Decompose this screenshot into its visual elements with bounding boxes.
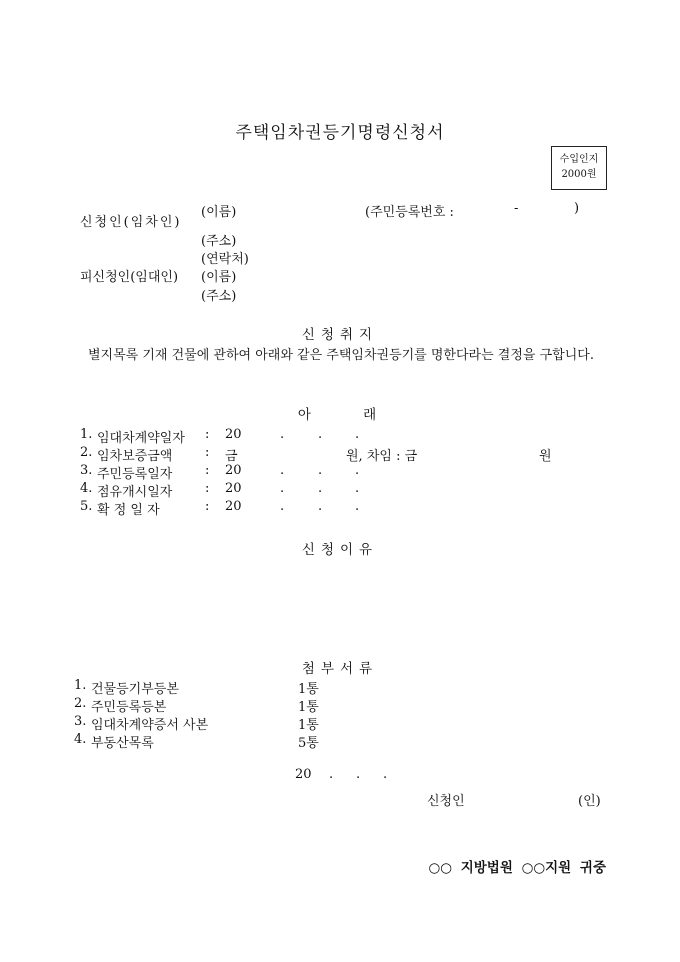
- applicant-id-label: (주민등록번호 :: [365, 205, 454, 220]
- detail-date-dot: .: [355, 481, 360, 496]
- attachment-label: 주민등록등본: [91, 700, 167, 715]
- signature-seal: (인): [578, 794, 601, 809]
- applicant-address-field: (주소): [201, 234, 237, 249]
- detail-label: 임대차계약일자: [97, 431, 185, 446]
- attachment-num: 4.: [74, 732, 87, 747]
- signature-label: 신청인: [427, 794, 465, 809]
- attachment-label: 부동산목록: [91, 736, 154, 751]
- document-title: 주택임차권등기명령신청서: [235, 123, 445, 143]
- detail-colon: :: [205, 499, 210, 514]
- detail-label: 점유개시일자: [97, 485, 173, 500]
- detail-date-dot: .: [318, 463, 323, 478]
- applicant-contact-field: (연락처): [201, 252, 249, 267]
- detail-label: 주민등록일자: [97, 467, 173, 482]
- detail-date-dot: .: [355, 499, 360, 514]
- court-addressee: ○○ 지방법원 ○○지원 귀중: [428, 860, 606, 876]
- revenue-stamp-box: [551, 146, 607, 190]
- stamp-label: 수입인지: [559, 154, 599, 165]
- attachment-num: 1.: [74, 678, 87, 693]
- detail-date-dot: .: [318, 427, 323, 442]
- attachments-heading: 첨부서류: [301, 661, 379, 677]
- attachment-num: 3.: [74, 714, 87, 729]
- detail-date-dot: .: [318, 499, 323, 514]
- detail-label: 임차보증금액: [97, 449, 173, 464]
- detail-date-dot: .: [318, 481, 323, 496]
- applicant-id-dash: -: [514, 201, 519, 216]
- respondent-address-field: (주소): [201, 289, 237, 304]
- date-dot: .: [383, 767, 388, 782]
- detail-date-dot: .: [280, 463, 285, 478]
- detail-num: 2.: [80, 445, 93, 460]
- detail-value: 20: [225, 499, 242, 514]
- stamp-amount: 2000원: [561, 169, 597, 180]
- detail-date-dot: .: [355, 463, 360, 478]
- applicant-id-close: ): [574, 201, 580, 216]
- attachment-num: 2.: [74, 696, 87, 711]
- detail-value: 20: [225, 481, 242, 496]
- detail-value: 금: [225, 449, 238, 464]
- applicant-name-field: (이름): [201, 205, 237, 220]
- detail-num: 5.: [80, 499, 93, 514]
- detail-colon: :: [205, 427, 210, 442]
- attachment-count: 1통: [298, 682, 319, 697]
- detail-colon: :: [205, 463, 210, 478]
- detail-colon: :: [205, 481, 210, 496]
- detail-date-dot: .: [355, 427, 360, 442]
- respondent-name-field: (이름): [201, 270, 237, 285]
- detail-num: 1.: [80, 427, 93, 442]
- attachment-count: 5통: [298, 736, 319, 751]
- reason-heading: 신청이유: [301, 542, 379, 558]
- detail-colon: :: [205, 445, 210, 460]
- detail-date-dot: .: [280, 499, 285, 514]
- detail-rent-unit: 원: [539, 449, 552, 464]
- detail-value: 20: [225, 427, 242, 442]
- purpose-heading: 신청취지: [301, 327, 379, 343]
- detail-num: 3.: [80, 463, 93, 478]
- attachment-count: 1통: [298, 718, 319, 733]
- applicant-label: 신청인(임차인): [80, 215, 182, 230]
- detail-label: 확 정 일 자: [97, 503, 160, 518]
- date-year: 20: [295, 767, 312, 782]
- detail-num: 4.: [80, 481, 93, 496]
- detail-deposit-unit: 원, 차임 : 금: [346, 449, 418, 464]
- date-dot: .: [356, 767, 361, 782]
- detail-value: 20: [225, 463, 242, 478]
- attachment-label: 임대차계약증서 사본: [91, 718, 209, 733]
- details-heading: 아 래: [297, 407, 383, 423]
- detail-date-dot: .: [280, 427, 285, 442]
- attachment-label: 건물등기부등본: [91, 682, 179, 697]
- date-dot: .: [329, 767, 334, 782]
- respondent-label: 피신청인(임대인): [80, 270, 179, 285]
- attachment-count: 1통: [298, 700, 319, 715]
- purpose-text: 별지목록 기재 건물에 관하여 아래와 같은 주택임차권등기를 명한다라는 결정을 구합니다.: [88, 348, 594, 363]
- detail-date-dot: .: [280, 481, 285, 496]
